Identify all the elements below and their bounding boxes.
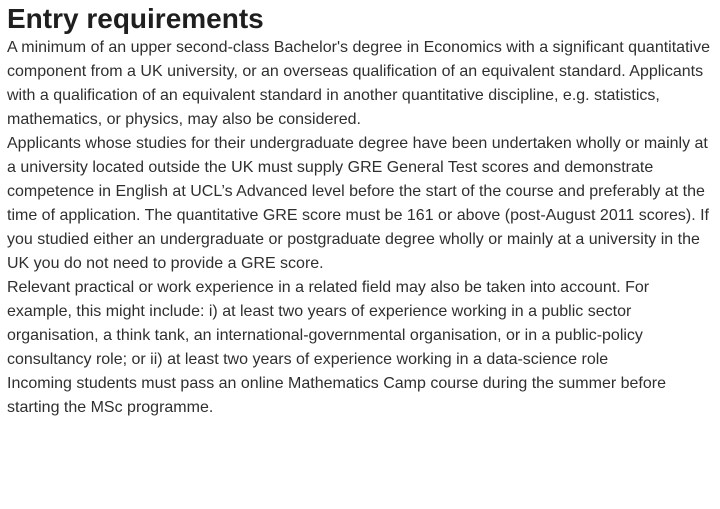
paragraph-mathematics-camp: Incoming students must pass an online Mathematics Camp course during the summer before starting the MSc programme. (7, 375, 666, 416)
paragraph-work-experience: Relevant practical or work experience in a related field may also be taken into account. For example, this might include: i) at least two years of experience working in a public sector organisation, a think tank, an international-governmental organisation, or in a public-policy consultancy role; or ii) at least two years of experience working in a data-science role (7, 279, 650, 368)
paragraph-gre-requirement: Applicants whose studies for their undergraduate degree have been undertaken wholly or mainly at a university located outside the UK must supply GRE General Test scores and demonstrate competence in English at UCL’s Advanced level before the start of the course and preferably at the time of application. The quantitative GRE score must be 161 or above (post-August 2011 scores). If you studied either an undergraduate or postgraduate degree wholly or mainly at a university in the UK you do not need to provide a GRE score. (7, 135, 709, 272)
section-heading: Entry requirements (7, 3, 264, 34)
paragraph-degree-requirement: A minimum of an upper second-class Bachelor's degree in Economics with a significant quantitative component from a UK university, or an overseas qualification of an equivalent standard. Applicants with a qualification of an equivalent standard in another quantitative discipline, e.g. statistics, mathematics, or physics, may also be considered. (7, 39, 710, 128)
